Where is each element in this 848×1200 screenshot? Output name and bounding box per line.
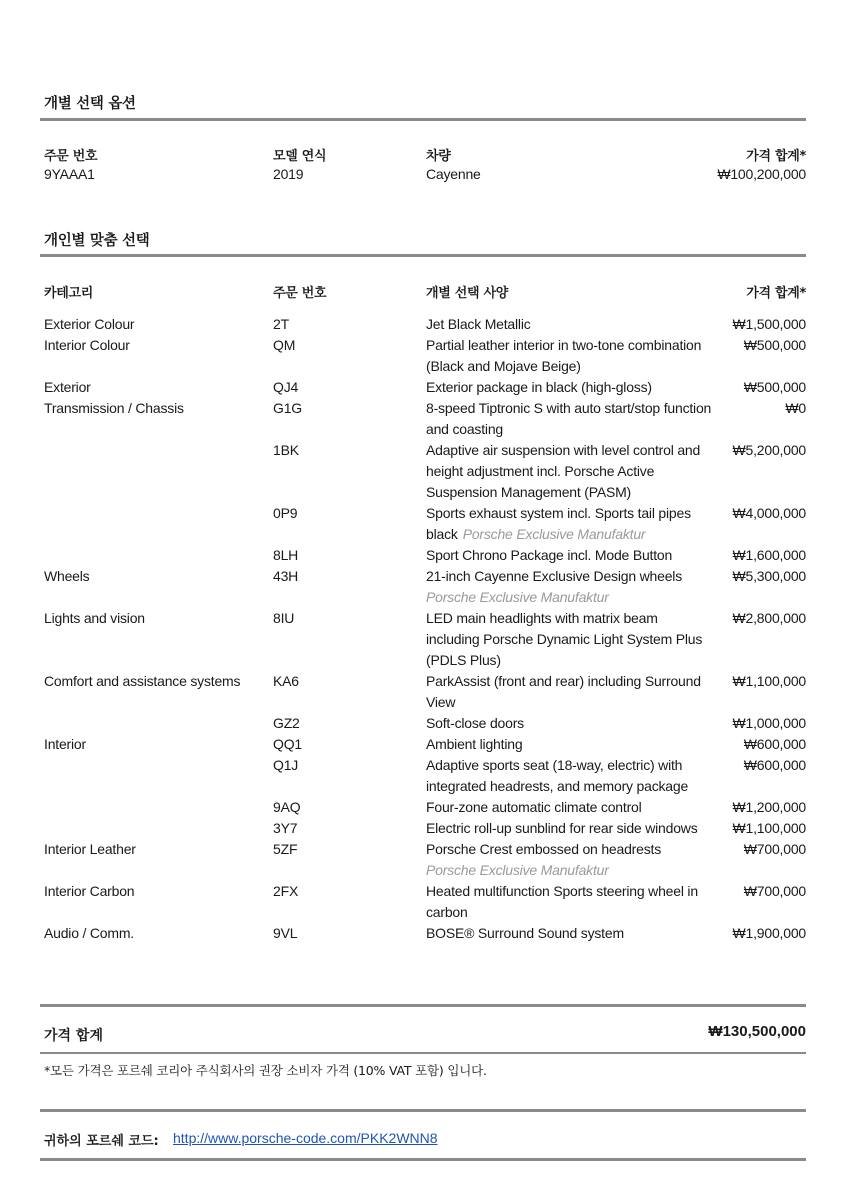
option-price: ₩700,000 [743,883,806,899]
option-row [44,923,806,944]
exclusive-manufaktur-note: Porsche Exclusive Manufaktur [462,526,646,542]
option-price: ₩1,900,000 [732,925,806,941]
individual-options-title: 개별 선택 옵션 [44,96,136,112]
option-row [44,881,806,923]
option-row [44,713,806,734]
option-row [44,398,806,440]
option-row [44,545,806,566]
order-no-value: 9YAAA1 [44,166,95,182]
option-category [44,503,273,545]
option-code: 2T [273,316,289,332]
option-row [44,671,806,713]
option-description: Four-zone automatic climate control [426,799,642,815]
exclusive-manufaktur-note: Porsche Exclusive Manufaktur [426,589,609,605]
option-code: GZ2 [273,715,300,731]
option-category: Exterior [44,379,91,395]
vehicle-header: 차량 [426,149,451,164]
option-price: ₩600,000 [743,757,806,773]
divider [40,254,806,257]
option-category [44,818,273,839]
option-row [44,734,806,755]
option-code: KA6 [273,673,299,689]
option-category: Wheels [44,568,90,584]
option-code: QM [273,337,296,353]
price-summary-document [44,0,806,1200]
option-category: Interior Leather [44,841,136,857]
spec-header: 개별 선택 사양 [426,286,508,301]
option-description: Adaptive air suspension with level control and height adjustment incl. Porsche Active Suspension Management (PASM) [426,442,701,500]
option-description: Jet Black Metallic [426,316,531,332]
options-list [44,314,806,944]
personalization-title: 개인별 맞춤 선택 [44,233,150,249]
option-description: Electric roll-up sunblind for rear side windows [426,820,698,836]
option-category: Transmission / Chassis [44,400,184,416]
option-row [44,503,806,545]
option-category [44,797,273,818]
option-code: QJ4 [273,379,299,395]
option-description: Soft-close doors [426,715,524,731]
divider [40,1052,806,1054]
option-code: G1G [273,400,302,416]
option-price: ₩1,000,000 [732,715,806,731]
option-code: 3Y7 [273,820,298,836]
vehicle-value: Cayenne [426,166,481,182]
option-row [44,335,806,377]
divider [40,1158,806,1161]
option-price: ₩2,800,000 [732,610,806,626]
option-description: Adaptive sports seat (18-way, electric) with integrated headrests, and memory package [426,757,689,794]
option-code: 1BK [273,442,299,458]
option-price: ₩1,100,000 [732,673,806,689]
price-header: 가격 합계* [746,286,806,301]
option-row [44,797,806,818]
option-code: 9VL [273,925,298,941]
option-row [44,755,806,797]
option-description [426,566,712,608]
option-price: ₩1,500,000 [732,316,806,332]
option-category: Interior [44,736,86,752]
option-description-text: 21-inch Cayenne Exclusive Design wheels [426,568,683,584]
total-label: 가격 합계 [44,1028,103,1044]
option-price: ₩500,000 [743,337,806,353]
option-row [44,314,806,335]
porsche-code-link[interactable]: http://www.porsche-code.com/PKK2WNN8 [173,1130,438,1146]
option-price: ₩600,000 [743,736,806,752]
total-value: ₩130,500,000 [708,1023,806,1040]
option-code: 9AQ [273,799,301,815]
option-description [426,503,712,545]
option-code: Q1J [273,757,299,773]
option-description: Ambient lighting [426,736,523,752]
option-category [44,440,273,503]
option-code: 43H [273,568,299,584]
option-category: Interior Colour [44,337,130,353]
option-code: 2FX [273,883,299,899]
option-category [44,713,273,734]
divider [40,1004,806,1007]
divider [40,1109,806,1112]
option-price: ₩700,000 [743,841,806,857]
model-year-header: 모델 연식 [273,149,327,164]
option-description: Sport Chrono Package incl. Mode Button [426,547,673,563]
option-row [44,377,806,398]
option-category [44,545,273,566]
base-price-value: ₩100,200,000 [717,166,806,182]
order-no-header: 주문 번호 [44,149,98,164]
price-footnote: *모든 가격은 포르쉐 코리아 주식회사의 권장 소비자 가격 (10% VAT 포함) 입니다. [44,1063,487,1078]
option-price: ₩4,000,000 [732,505,806,521]
option-code: 5ZF [273,841,298,857]
divider [40,118,806,121]
option-code: QQ1 [273,736,302,752]
category-header: 카테고리 [44,286,94,301]
option-category: Interior Carbon [44,883,135,899]
model-year-value: 2019 [273,166,304,182]
option-row [44,566,806,608]
option-row [44,818,806,839]
option-description: Exterior package in black (high-gloss) [426,379,652,395]
option-price: ₩500,000 [743,379,806,395]
option-price: ₩5,200,000 [732,442,806,458]
option-code: 8IU [273,610,295,626]
option-category: Comfort and assistance systems [44,673,241,689]
option-price: ₩1,200,000 [732,799,806,815]
option-row [44,608,806,671]
option-price: ₩5,300,000 [732,568,806,584]
option-price: ₩1,600,000 [732,547,806,563]
option-row [44,440,806,503]
option-description-text: Porsche Crest embossed on headrests [426,841,662,857]
option-description-text: Sports exhaust system incl. Sports tail pipes black [426,505,691,542]
total-price-header: 가격 합계* [746,149,806,164]
option-category: Exterior Colour [44,316,135,332]
option-code-header: 주문 번호 [273,286,327,301]
option-description: Heated multifunction Sports steering wheel in carbon [426,883,698,920]
porsche-code-label: 귀하의 포르쉐 코드: [44,1134,159,1149]
option-code: 8LH [273,547,299,563]
option-row [44,839,806,881]
option-description: ParkAssist (front and rear) including Surround View [426,673,701,710]
option-description: LED main headlights with matrix beam including Porsche Dynamic Light System Plus (PDLS Plus) [426,610,703,668]
option-code: 0P9 [273,505,298,521]
option-description: 8-speed Tiptronic S with auto start/stop function and coasting [426,400,712,437]
option-category: Lights and vision [44,610,145,626]
option-category: Audio / Comm. [44,925,134,941]
option-price: ₩1,100,000 [732,820,806,836]
option-category [44,755,273,797]
option-price: ₩0 [785,400,806,416]
option-description: Partial leather interior in two-tone combination (Black and Mojave Beige) [426,337,702,374]
option-description [426,839,712,881]
exclusive-manufaktur-note: Porsche Exclusive Manufaktur [426,862,609,878]
option-description: BOSE® Surround Sound system [426,925,624,941]
